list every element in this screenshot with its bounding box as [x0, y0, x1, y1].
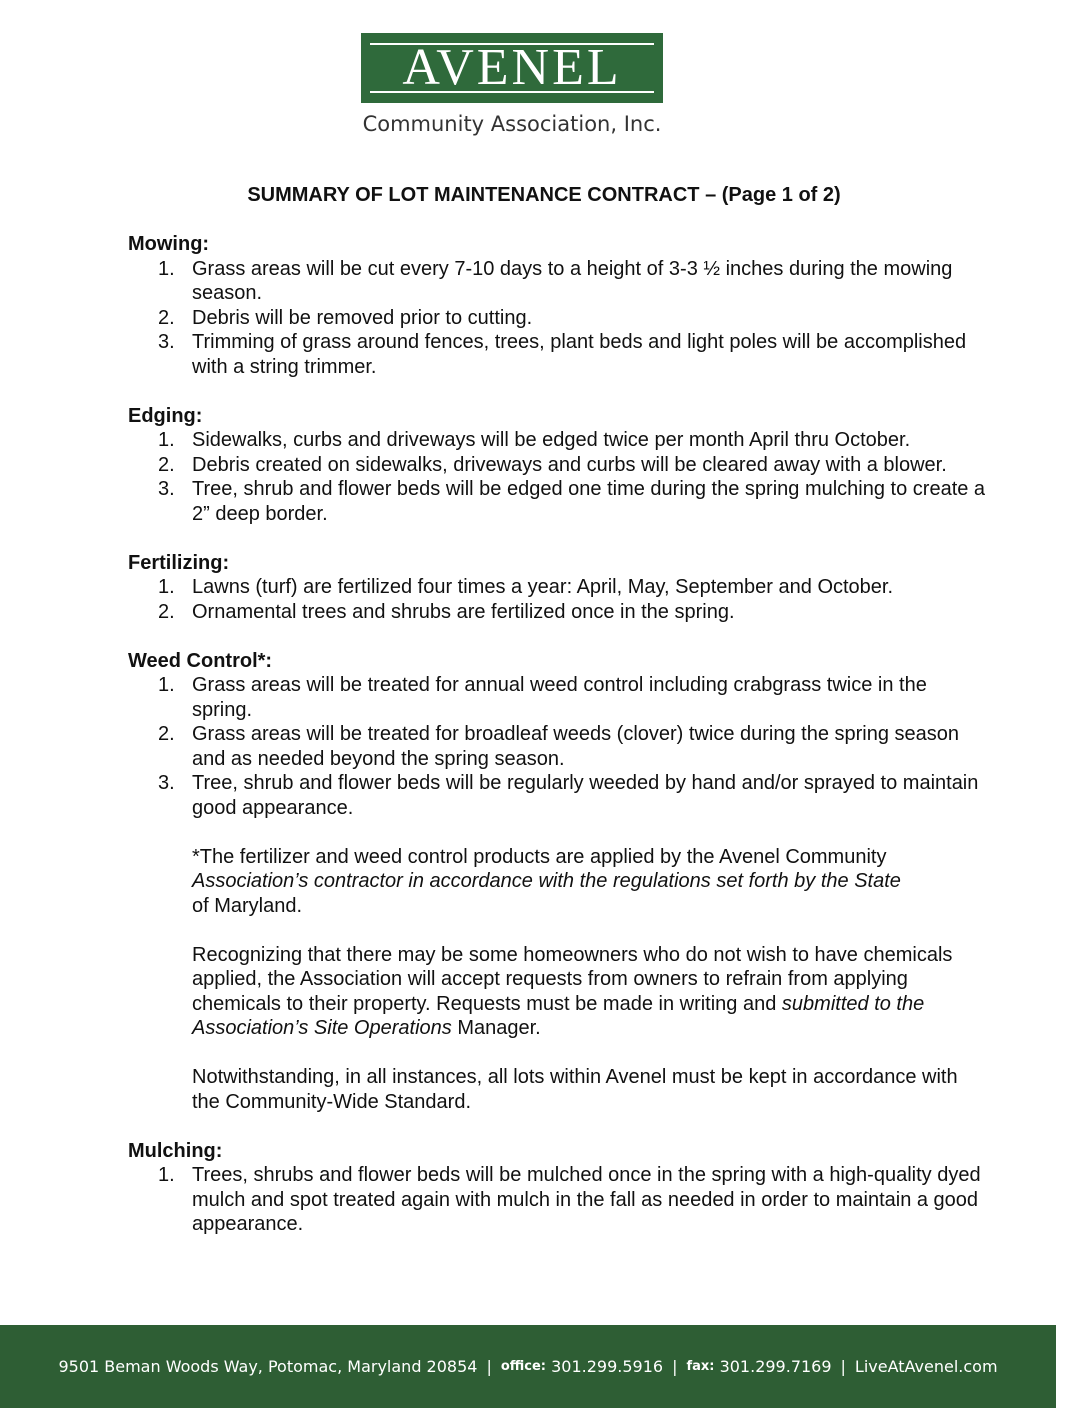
list-item-text: Grass areas will be treated for annual weed control including crabgrass twice in the spring.: [192, 674, 927, 721]
fax-label: fax:: [686, 1359, 715, 1374]
note-paragraph: Notwithstanding, in all instances, all lots within Avenel must be kept in accordance with the Community-Wide Standard.: [192, 1066, 958, 1113]
note-paragraph: *The fertilizer and weed control products are applied by the Avenel Community Association’s contractor in accordance with the regulations set forth by the State of Maryland.: [192, 845, 901, 917]
section-weed-control: [128, 649, 988, 1115]
logo-wordmark: AVENEL: [402, 39, 622, 96]
item-list: [128, 257, 988, 380]
list-item: 2. Debris will be removed prior to cutting.: [158, 306, 533, 329]
list-item: 3. Trimming of grass around fences, trees, plant beds and light poles will be accomplished with a string trimmer.: [158, 331, 967, 378]
section-fertilizing: [128, 551, 988, 625]
footer-address: 9501 Beman Woods Way, Potomac, Maryland 20854: [58, 1357, 478, 1376]
list-item-text: Sidewalks, curbs and driveways will be edged twice per month April thru October.: [192, 429, 911, 451]
section-heading: Edging:: [128, 404, 203, 427]
weed-control-note: [128, 845, 988, 1115]
footer-separator: |: [672, 1357, 678, 1376]
contact-footer: [0, 1325, 1056, 1408]
list-item: 1. Grass areas will be treated for annual weed control including crabgrass twice in the spring.: [158, 674, 927, 721]
section-mowing: [128, 232, 988, 379]
list-item: 3. Tree, shrub and flower beds will be regularly weeded by hand and/or sprayed to maintain good appearance.: [158, 772, 979, 819]
document-title: SUMMARY OF LOT MAINTENANCE CONTRACT – (Page 1 of 2): [247, 184, 841, 206]
list-item: 1. Lawns (turf) are fertilized four times a year: April, May, September and October.: [158, 576, 894, 598]
list-item-text: Tree, shrub and flower beds will be regularly weeded by hand and/or sprayed to maintain good appearance.: [192, 772, 979, 819]
list-item-text: Lawns (turf) are fertilized four times a year: April, May, September and October.: [192, 576, 894, 598]
fax-phone: 301.299.7169: [719, 1357, 832, 1376]
list-item-text: Debris will be removed prior to cutting.: [192, 306, 533, 329]
section-heading: Mulching:: [128, 1139, 223, 1162]
list-item-text: Debris created on sidewalks, driveways and curbs will be cleared away with a blower.: [192, 453, 947, 476]
list-item: 1. Sidewalks, curbs and driveways will be edged twice per month April thru October.: [158, 429, 911, 451]
note-paragraph: Recognizing that there may be some homeowners who do not wish to have chemicals applied, the Association will accept requests from owners to refrain from applying chemicals to their property. Requests must be made in writing and submitted to the Association’s Site Operations Manager.: [192, 943, 953, 1039]
section-edging: [128, 404, 988, 527]
item-list: [128, 575, 988, 624]
list-item-text: Grass areas will be treated for broadleaf weeds (clover) twice during the spring season and as needed beyond the spring season.: [192, 723, 960, 770]
list-item-text: Tree, shrub and flower beds will be edged one time during the spring mulching to create a 2” deep border.: [192, 478, 986, 525]
logo-frame: [370, 39, 654, 96]
list-item-text: Ornamental trees and shrubs are fertilized once in the spring.: [192, 600, 735, 623]
office-label: office:: [500, 1359, 546, 1374]
list-item-text: Trimming of grass around fences, trees, plant beds and light poles will be accomplished with a string trimmer.: [192, 331, 967, 378]
list-item: 3. Tree, shrub and flower beds will be edged one time during the spring mulching to create a 2” deep border.: [158, 478, 986, 525]
item-list: [128, 673, 988, 820]
section-heading: Weed Control*:: [128, 649, 273, 672]
footer-separator: |: [486, 1357, 492, 1376]
section-heading: Mowing:: [128, 233, 210, 255]
item-list: [128, 1163, 988, 1237]
list-item: 2. Debris created on sidewalks, driveways and curbs will be cleared away with a blower.: [158, 453, 947, 476]
footer-website[interactable]: LiveAtAvenel.com: [854, 1357, 998, 1376]
list-item-text: Grass areas will be cut every 7-10 days to a height of 3-3 ½ inches during the mowing season.: [192, 257, 953, 304]
footer-separator: |: [840, 1357, 846, 1376]
avenel-logo: [361, 33, 663, 103]
section-mulching: [128, 1139, 988, 1237]
list-item: 2. Ornamental trees and shrubs are fertilized once in the spring.: [158, 600, 735, 623]
item-list: [128, 428, 988, 526]
office-phone: 301.299.5916: [551, 1357, 664, 1376]
logo-subtitle: Community Association, Inc.: [362, 112, 662, 136]
list-item: 2. Grass areas will be treated for broadleaf weeds (clover) twice during the spring season and as needed beyond the spring season.: [158, 723, 960, 770]
list-item-text: Trees, shrubs and flower beds will be mulched once in the spring with a high-quality dyed mulch and spot treated again with mulch in the fall as needed in order to maintain a good appearance.: [192, 1164, 981, 1235]
document-body: [128, 232, 988, 1261]
list-item: 1. Grass areas will be cut every 7-10 days to a height of 3-3 ½ inches during the mowing season.: [158, 257, 953, 304]
list-item: 1. Trees, shrubs and flower beds will be mulched once in the spring with a high-quality dyed mulch and spot treated again with mulch in the fall as needed in order to maintain a good appearance.: [158, 1164, 981, 1235]
section-heading: Fertilizing:: [128, 551, 230, 574]
